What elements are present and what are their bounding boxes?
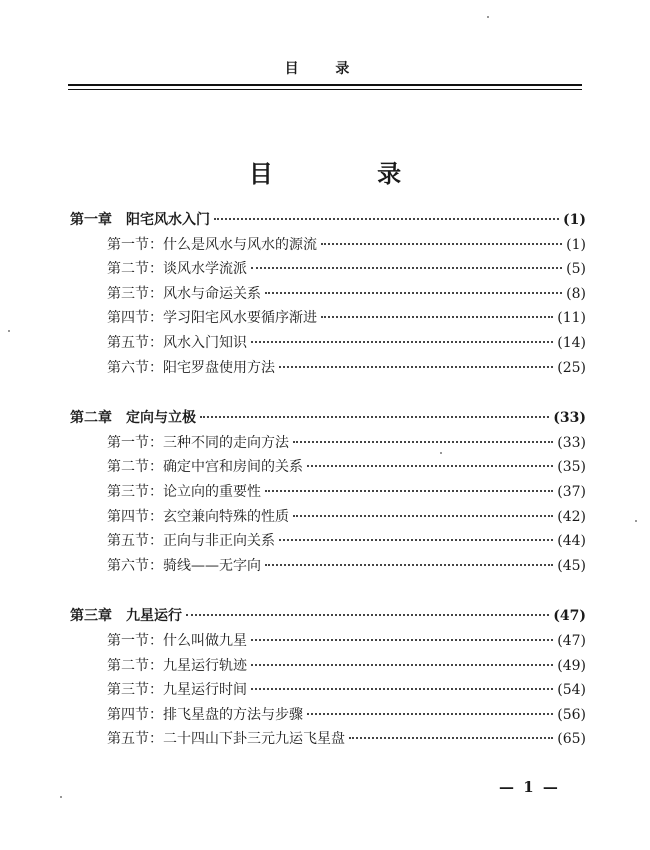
toc-page-number: (1)	[563, 212, 586, 228]
toc-section[interactable]	[70, 455, 586, 480]
toc-page-number: (33)	[557, 434, 586, 451]
toc-section[interactable]	[70, 678, 586, 703]
dot-leader	[279, 539, 553, 541]
toc-chapter-heading[interactable]	[70, 406, 586, 431]
toc-section[interactable]	[70, 431, 586, 456]
toc-page-number: (42)	[557, 508, 586, 525]
toc-page-number: (14)	[557, 334, 586, 351]
dot-leader	[279, 366, 553, 368]
toc-section[interactable]	[70, 257, 586, 282]
toc-page-number: (35)	[557, 459, 586, 476]
scan-speck	[440, 452, 442, 454]
toc-label: 第五节：风水入门知识	[107, 334, 247, 351]
toc-label: 第一节：什么叫做九星	[107, 632, 247, 649]
toc-label: 第六节：骑线——无字向	[107, 557, 261, 574]
toc-section[interactable]	[70, 282, 586, 307]
toc-chapter-heading[interactable]	[70, 208, 586, 233]
toc-label: 第三节：论立向的重要性	[107, 483, 261, 500]
toc-section[interactable]	[70, 703, 586, 728]
toc-label: 第三节：九星运行时间	[107, 682, 247, 699]
toc-label: 第三节：风水与命运关系	[107, 285, 261, 302]
dot-leader	[200, 416, 549, 418]
toc-section[interactable]	[70, 529, 586, 554]
header-rule-thin	[68, 89, 582, 90]
toc-page-number: (33)	[553, 410, 586, 427]
toc-section[interactable]	[70, 331, 586, 356]
dot-leader	[321, 243, 562, 245]
dot-leader	[251, 639, 553, 641]
toc-page-number: (5)	[566, 261, 586, 278]
toc-page-number: (65)	[557, 731, 586, 748]
toc-chapter-heading[interactable]	[70, 604, 586, 629]
scan-speck	[635, 520, 637, 522]
dot-leader	[265, 292, 562, 294]
toc-section[interactable]	[70, 306, 586, 331]
toc-page-number: (56)	[557, 706, 586, 723]
scan-speck	[60, 796, 62, 798]
toc-label: 第一节：什么是风水与风水的源流	[107, 236, 317, 253]
toc-label: 第四节：学习阳宅风水要循序渐进	[107, 310, 317, 327]
toc-label: 第五节：正向与非正向关系	[107, 533, 275, 550]
toc-page-number: (54)	[557, 682, 586, 699]
toc-page-number: (47)	[553, 608, 586, 625]
header-rule	[68, 84, 582, 86]
chapter-2	[70, 406, 586, 578]
dot-leader	[307, 465, 553, 467]
toc-label: 第六节：阳宅罗盘使用方法	[107, 359, 275, 376]
toc-section[interactable]	[70, 554, 586, 579]
toc-section[interactable]	[70, 356, 586, 381]
toc-page-number: (8)	[566, 285, 586, 302]
toc-section[interactable]	[70, 233, 586, 258]
toc-page-number: (45)	[557, 557, 586, 574]
toc-page-number: (44)	[557, 533, 586, 550]
dot-leader	[251, 341, 553, 343]
toc-page-number: (25)	[557, 359, 586, 376]
dot-leader	[307, 713, 553, 715]
toc-label: 第二章 定向与立极	[70, 410, 196, 427]
toc-label: 第一章 阳宅风水入门	[70, 212, 210, 228]
toc-label: 第二节：确定中宫和房间的关系	[107, 459, 303, 476]
toc-page-number: (37)	[557, 483, 586, 500]
dot-leader	[349, 737, 553, 739]
running-header: 目 录	[284, 61, 366, 77]
dot-leader	[251, 267, 562, 269]
chapter-1	[70, 208, 586, 380]
toc-page-number: (49)	[557, 657, 586, 674]
toc-page-number: (1)	[566, 236, 586, 253]
toc-label: 第一节：三种不同的走向方法	[107, 434, 289, 451]
table-of-contents	[70, 208, 586, 778]
dot-leader	[265, 564, 553, 566]
toc-section[interactable]	[70, 629, 586, 654]
toc-label: 第二节：九星运行轨迹	[107, 657, 247, 674]
toc-page-number: (47)	[557, 632, 586, 649]
dot-leader	[251, 688, 553, 690]
toc-label: 第二节：谈风水学流派	[107, 261, 247, 278]
dot-leader	[265, 490, 553, 492]
toc-label: 第三章 九星运行	[70, 608, 182, 625]
page-number-footer: — 1 —	[499, 778, 560, 796]
page-title: 目 录	[248, 160, 450, 188]
chapter-3	[70, 604, 586, 752]
dot-leader	[186, 614, 549, 616]
toc-label: 第四节：玄空兼向特殊的性质	[107, 508, 289, 525]
toc-label: 第四节：排飞星盘的方法与步骤	[107, 706, 303, 723]
toc-section[interactable]	[70, 505, 586, 530]
toc-label: 第五节：二十四山下卦三元九运飞星盘	[107, 731, 345, 748]
scan-speck	[487, 16, 489, 18]
toc-section[interactable]	[70, 727, 586, 752]
dot-leader	[321, 316, 553, 318]
dot-leader	[293, 441, 553, 443]
dot-leader	[293, 515, 553, 517]
scan-speck	[8, 330, 10, 332]
dot-leader	[214, 218, 559, 220]
toc-section[interactable]	[70, 480, 586, 505]
toc-page-number: (11)	[557, 310, 586, 327]
toc-section[interactable]	[70, 654, 586, 679]
dot-leader	[251, 664, 553, 666]
